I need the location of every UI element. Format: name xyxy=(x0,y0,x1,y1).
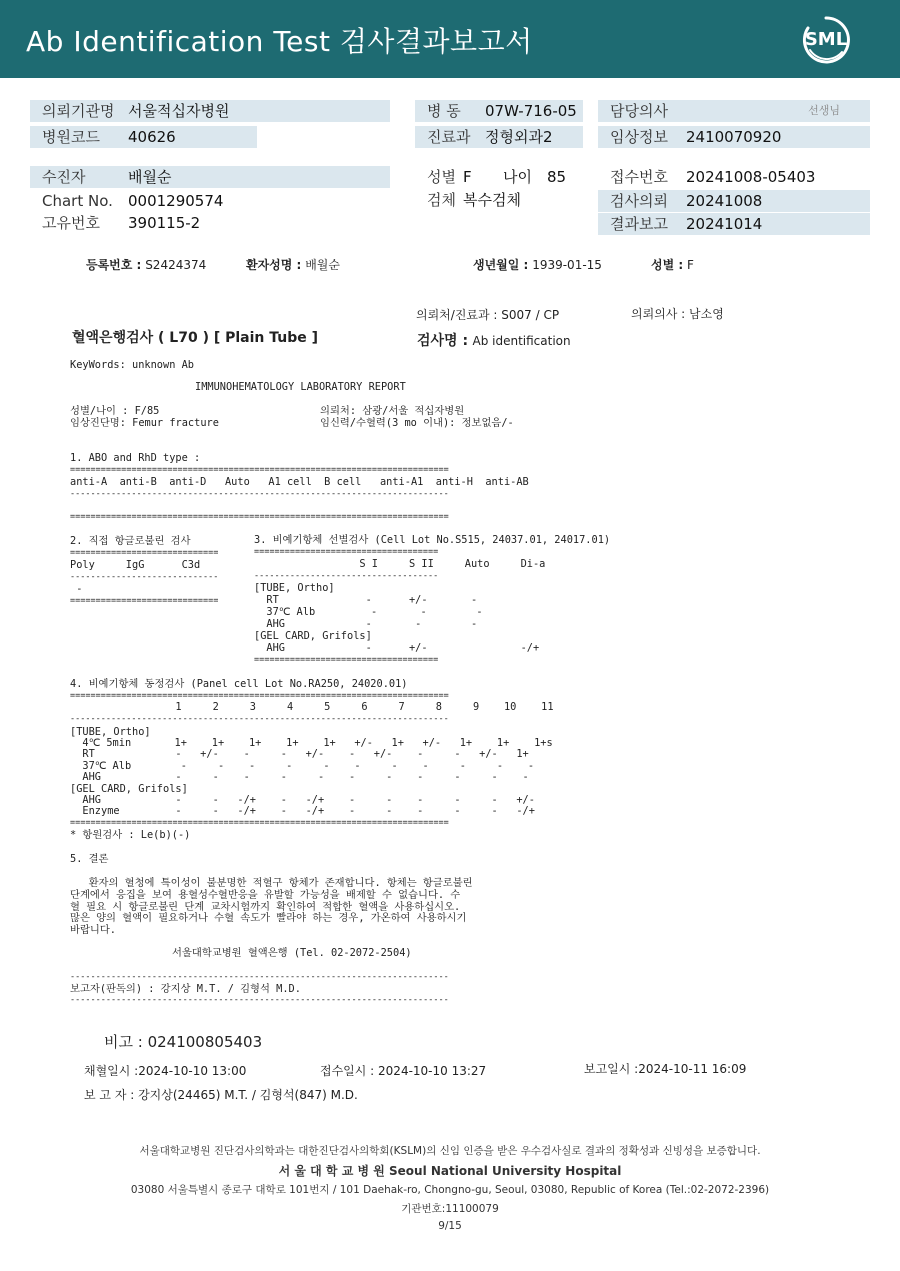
dob-label: 생년월일 : xyxy=(473,258,529,272)
department-label: 진료과 xyxy=(427,128,471,146)
dob-line xyxy=(473,256,602,273)
hospital-address: 03080 서울특별시 종로구 대학로 101번지 / 101 Daehak-ro, Chongno-gu, Seoul, 03080, Republic of Korea (Tel.:02-2072-2396) xyxy=(130,1184,770,1196)
report-date-label: 결과보고 xyxy=(610,215,668,233)
department-value: 정형외과2 xyxy=(485,128,553,146)
panel-divider-mid: -------------------------------------------------------------------------- xyxy=(70,714,449,724)
conclusion-line: 바랍니다. xyxy=(70,924,116,936)
dat-value: - xyxy=(70,583,83,595)
abo-divider-bottom: ========================================================================== xyxy=(70,512,449,522)
request-date-label: 검사의뢰 xyxy=(610,192,668,210)
specimen-value: 복수검체 xyxy=(463,191,521,209)
dat-divider-top: ============================= xyxy=(70,548,219,558)
reg-label: 등록번호 : xyxy=(86,258,142,272)
doctor-suffix: 선생님 xyxy=(808,104,840,117)
institution-field xyxy=(30,100,390,122)
test-name xyxy=(417,330,571,350)
clinical-info-value: 2410070920 xyxy=(686,128,782,146)
chart-no-value: 0001290574 xyxy=(128,192,224,210)
hospital-name: 서 울 대 학 교 병 원 Seoul National University Hospital xyxy=(278,1164,622,1178)
remarks-value: 024100805403 xyxy=(147,1033,263,1051)
remarks-label: 비고 : xyxy=(104,1033,143,1051)
sml-logo xyxy=(798,12,854,68)
screen-row: [TUBE, Ortho] xyxy=(254,582,335,594)
screen-row: AHG - - - xyxy=(254,618,478,630)
screen-title: 3. 비예기항체 선별검사 (Cell Lot No.S515, 24037.01, 24017.01) xyxy=(254,534,611,546)
panel-divider-bottom: ========================================================================== xyxy=(70,818,449,828)
screen-row: AHG - +/- -/+ xyxy=(254,642,540,654)
request-date-value: 20241008 xyxy=(686,192,763,210)
screen-divider-top: ==================================== xyxy=(254,547,439,557)
screen-row: RT - +/- - xyxy=(254,594,478,606)
report-requester: 의뢰처: 삼광/서울 적십자병원 xyxy=(320,405,465,417)
report-title: Ab Identification Test 검사결과보고서 xyxy=(26,25,533,58)
sex-label: 성별 xyxy=(427,168,456,186)
certification-note: 서울대학교병원 진단검사의학과는 대한진단검사의학회(KSLM)의 신임 인증을 받은 우수검사실로 결과의 정확성과 신빙성을 보증합니다. xyxy=(139,1145,761,1157)
panel-header: 1 2 3 4 5 6 7 8 9 10 11 xyxy=(70,701,554,713)
panel-row: AHG - - - - - - - - - - - xyxy=(70,771,529,783)
name-value: 배월순 xyxy=(305,258,340,272)
report-pregnancy: 임신력/수혈력(3 mo 이내): 정보없음/- xyxy=(320,417,514,429)
page-number: 9/15 xyxy=(438,1220,462,1232)
abo-divider-top: ========================================================================== xyxy=(70,465,449,475)
reg-sex-value: F xyxy=(687,258,694,272)
chart-no-field xyxy=(30,190,390,212)
unique-no-field xyxy=(30,212,390,234)
ward-value: 07W-716-05 xyxy=(485,102,577,120)
receipt-no-field xyxy=(598,166,870,188)
remarks xyxy=(104,1031,262,1052)
conclusion-title: 5. 결론 xyxy=(70,853,109,865)
ward-field xyxy=(415,100,583,122)
institution-label: 의뢰기관명 xyxy=(42,102,115,120)
abo-divider-mid: -------------------------------------------------------------------------- xyxy=(70,489,449,499)
clinical-info-label: 임상정보 xyxy=(610,128,668,146)
report-diagnosis: 임상진단명: Femur fracture xyxy=(70,417,219,429)
receipt-no-label: 접수번호 xyxy=(610,168,668,186)
panel-title: 4. 비예기항체 동정검사 (Panel cell Lot No.RA250, 24020.01) xyxy=(70,678,408,690)
panel-row: AHG - - -/+ - -/+ - - - - - +/- xyxy=(70,794,535,806)
panel-row: 4℃ 5min 1+ 1+ 1+ 1+ 1+ +/- 1+ +/- 1+ 1+ 1+s xyxy=(70,737,553,749)
name-label: 환자성명 : xyxy=(246,258,302,272)
registration-line xyxy=(86,256,206,273)
conclusion-line: 많은 양의 혈액이 필요하거나 수혈 속도가 빨라야 하는 경우, 가온하여 사용하시기 xyxy=(70,912,467,924)
report-reporter: 보고자(판독의) : 강지상 M.T. / 김형석 M.D. xyxy=(70,983,301,995)
report-time: 보고일시 :2024-10-11 16:09 xyxy=(584,1062,747,1076)
patient-label: 수진자 xyxy=(42,168,86,186)
chart-no-label: Chart No. xyxy=(42,192,113,210)
conclusion-line: 환자의 혈청에 특이성이 불분명한 적혈구 항체가 존재합니다. 항체는 항글로불린 xyxy=(70,877,473,889)
screen-row: 37℃ Alb - - - xyxy=(254,606,483,618)
sex-value: F xyxy=(463,168,472,186)
reporter-divider-bottom: -------------------------------------------------------------------------- xyxy=(70,995,449,1005)
panel-row: [TUBE, Ortho] xyxy=(70,726,151,738)
test-name-label: 검사명 : xyxy=(417,333,469,349)
specimen-label: 검체 xyxy=(427,191,456,209)
doctor-field xyxy=(598,100,870,122)
patient-value: 배월순 xyxy=(128,168,172,186)
abo-header: anti-A anti-B anti-D Auto A1 cell B cell anti-A1 anti-H anti-AB xyxy=(70,476,529,488)
request-date-field xyxy=(598,190,870,212)
reg-sex-line xyxy=(651,256,694,273)
patient-name-line xyxy=(246,256,340,273)
institution-value: 서울적십자병원 xyxy=(128,102,230,120)
reg-value: S2424374 xyxy=(145,258,207,272)
panel-row: Enzyme - - -/+ - -/+ - - - - - -/+ xyxy=(70,805,535,817)
conclusion-line: 단계에서 응집을 보여 용혈성수혈반응을 유발할 가능성을 배제할 수 없습니다. 수 xyxy=(70,889,461,901)
keywords: KeyWords: unknown Ab xyxy=(70,359,194,371)
conclusion-line: 혈 필요 시 항글로불린 단계 교차시험까지 확인하여 적합한 혈액을 사용하십시오. xyxy=(70,901,461,913)
blood-bank-contact: 서울대학교병원 혈액은행 (Tel. 02-2072-2504) xyxy=(172,947,412,959)
panel-row: [GEL CARD, Grifols] xyxy=(70,783,188,795)
patient-field xyxy=(30,166,390,188)
dob-value: 1939-01-15 xyxy=(532,258,602,272)
hospital-code-value: 40626 xyxy=(128,128,176,146)
dat-divider-mid: ----------------------------- xyxy=(70,572,219,582)
screen-divider-bottom: ==================================== xyxy=(254,655,439,665)
abo-title: 1. ABO and RhD type : xyxy=(70,452,201,464)
report-date-value: 20241014 xyxy=(686,215,763,233)
report-date-field xyxy=(598,213,870,235)
reg-sex-label: 성별 : xyxy=(651,258,684,272)
sex-age-field xyxy=(415,166,583,188)
screen-divider-mid: ------------------------------------ xyxy=(254,571,439,581)
ordering-dept: 의뢰처/진료과 : S007 / CP xyxy=(416,308,560,322)
antigen-test: * 항원검사 : Le(b)(-) xyxy=(70,829,191,841)
panel-row: 37℃ Alb - - - - - - - - - - - xyxy=(70,760,535,772)
age-label: 나이 xyxy=(503,168,532,186)
hospital-code-field xyxy=(30,126,257,148)
clinical-info-field xyxy=(598,126,870,148)
dat-title: 2. 직접 항글로불린 검사 xyxy=(70,535,191,547)
doctor-label: 담당의사 xyxy=(610,102,668,120)
collect-time: 채혈일시 :2024-10-10 13:00 xyxy=(84,1064,247,1078)
dat-divider-bottom: ============================= xyxy=(70,596,219,606)
reporter-label: 보 고 자 : xyxy=(84,1088,135,1102)
screen-header: S I S II Auto Di-a xyxy=(254,558,546,570)
reporter-value: 강지상(24465) M.T. / 김형석(847) M.D. xyxy=(138,1088,358,1102)
hospital-code-label: 병원코드 xyxy=(42,128,100,146)
age-value: 85 xyxy=(547,168,567,186)
dat-header: Poly IgG C3d xyxy=(70,559,201,571)
specimen-field xyxy=(415,189,583,211)
test-name-value: Ab identification xyxy=(472,334,571,348)
reporter xyxy=(84,1086,358,1103)
institution-number: 기관번호:11100079 xyxy=(401,1203,499,1215)
ward-label: 병 동 xyxy=(427,102,461,120)
panel-divider-top: ========================================================================== xyxy=(70,691,449,701)
unique-no-label: 고유번호 xyxy=(42,214,100,232)
reporter-divider-top: -------------------------------------------------------------------------- xyxy=(70,972,449,982)
ordering-physician: 의뢰의사 : 남소영 xyxy=(631,307,724,321)
lab-report-title: IMMUNOHEMATOLOGY LABORATORY REPORT xyxy=(195,381,406,393)
test-group: 혈액은행검사 ( L70 ) [ Plain Tube ] xyxy=(72,330,319,346)
screen-row: [GEL CARD, Grifols] xyxy=(254,630,372,642)
receipt-time: 접수일시 : 2024-10-10 13:27 xyxy=(320,1064,487,1078)
report-sex-age: 성별/나이 : F/85 xyxy=(70,405,160,417)
department-field xyxy=(415,126,583,148)
report-header xyxy=(0,0,900,78)
receipt-no-value: 20241008-05403 xyxy=(686,168,816,186)
logo-text: SML xyxy=(804,29,848,50)
unique-no-value: 390115-2 xyxy=(128,214,201,232)
panel-row: RT - +/- - - +/- - +/- - - +/- 1+ xyxy=(70,748,529,760)
